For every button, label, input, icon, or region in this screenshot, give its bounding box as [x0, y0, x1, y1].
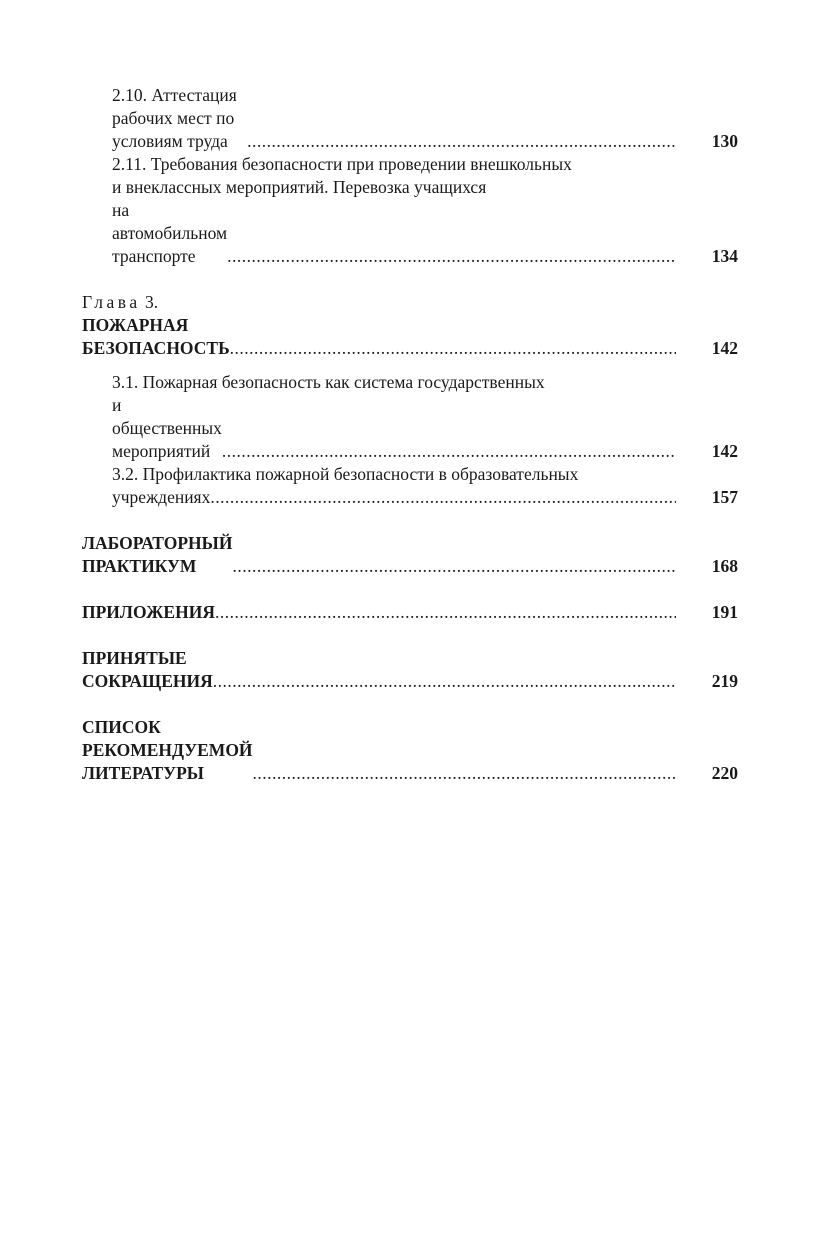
chapter-prefix: Глава: [82, 292, 141, 312]
chapter-title: ПОЖАРНАЯ БЕЗОПАСНОСТЬ: [82, 315, 230, 358]
toc-page-number: 142: [711, 441, 738, 461]
toc-entry-2-10: [82, 84, 738, 153]
toc-section-lab-practicum: [82, 532, 738, 578]
chapter-number: 3.: [144, 292, 159, 312]
toc-entry-title: и общественных мероприятий: [112, 395, 222, 461]
dot-leader: [210, 486, 676, 509]
toc-entry-3-1: [82, 394, 738, 463]
toc-section-title: СПИСОК РЕКОМЕНДУЕМОЙ ЛИТЕРАТУРЫ: [82, 717, 253, 783]
toc-page-number: 142: [711, 338, 738, 358]
dot-leader: [222, 440, 676, 463]
toc-page-number: 130: [711, 131, 738, 151]
dot-leader: [213, 670, 676, 693]
toc-entry-title: учреждениях: [112, 487, 211, 507]
toc-page-number: 157: [711, 487, 738, 507]
toc-section-abbreviations: [82, 647, 738, 693]
toc-entry-title: на автомобильном транспорте: [112, 200, 228, 266]
toc-entry-3-2-line-1: 3.2. Профилактика пожарной безопасности в образовательных: [112, 464, 579, 484]
toc-section-title: ЛАБОРАТОРНЫЙ ПРАКТИКУМ: [82, 533, 233, 576]
toc-section-literature: [82, 716, 738, 785]
toc-entry-title: 2.10. Аттестация рабочих мест по условиям труда: [112, 85, 237, 151]
toc-entry-3-1-line-1: 3.1. Пожарная безопасность как система государственных: [112, 372, 545, 392]
toc-page-number: 191: [711, 602, 738, 622]
toc-page-number: 134: [711, 246, 738, 266]
toc-entry-2-11-line-1: 2.11. Требования безопасности при проведении внешкольных: [112, 154, 572, 174]
toc-entry-2-11: [82, 199, 738, 268]
toc-entry-2-11-line-2: и внеклассных мероприятий. Перевозка учащихся: [112, 177, 487, 197]
dot-leader: [227, 245, 676, 268]
dot-leader: [247, 130, 676, 153]
dot-leader: [215, 601, 676, 624]
toc-chapter-heading: [82, 291, 230, 360]
toc-page-number: 219: [711, 671, 738, 691]
dot-leader: [232, 555, 676, 578]
toc-section-appendices: [82, 601, 738, 624]
toc-chapter-3: [82, 291, 738, 360]
dot-leader: [253, 762, 676, 785]
dot-leader: [230, 337, 676, 360]
toc-page-number: 168: [711, 556, 738, 576]
toc-entry-3-2: [82, 486, 738, 509]
toc-section-title: ПРИНЯТЫЕ СОКРАЩЕНИЯ: [82, 648, 213, 691]
toc-section-title: ПРИЛОЖЕНИЯ: [82, 602, 215, 622]
table-of-contents: [82, 84, 738, 785]
toc-page-number: 220: [711, 763, 738, 783]
